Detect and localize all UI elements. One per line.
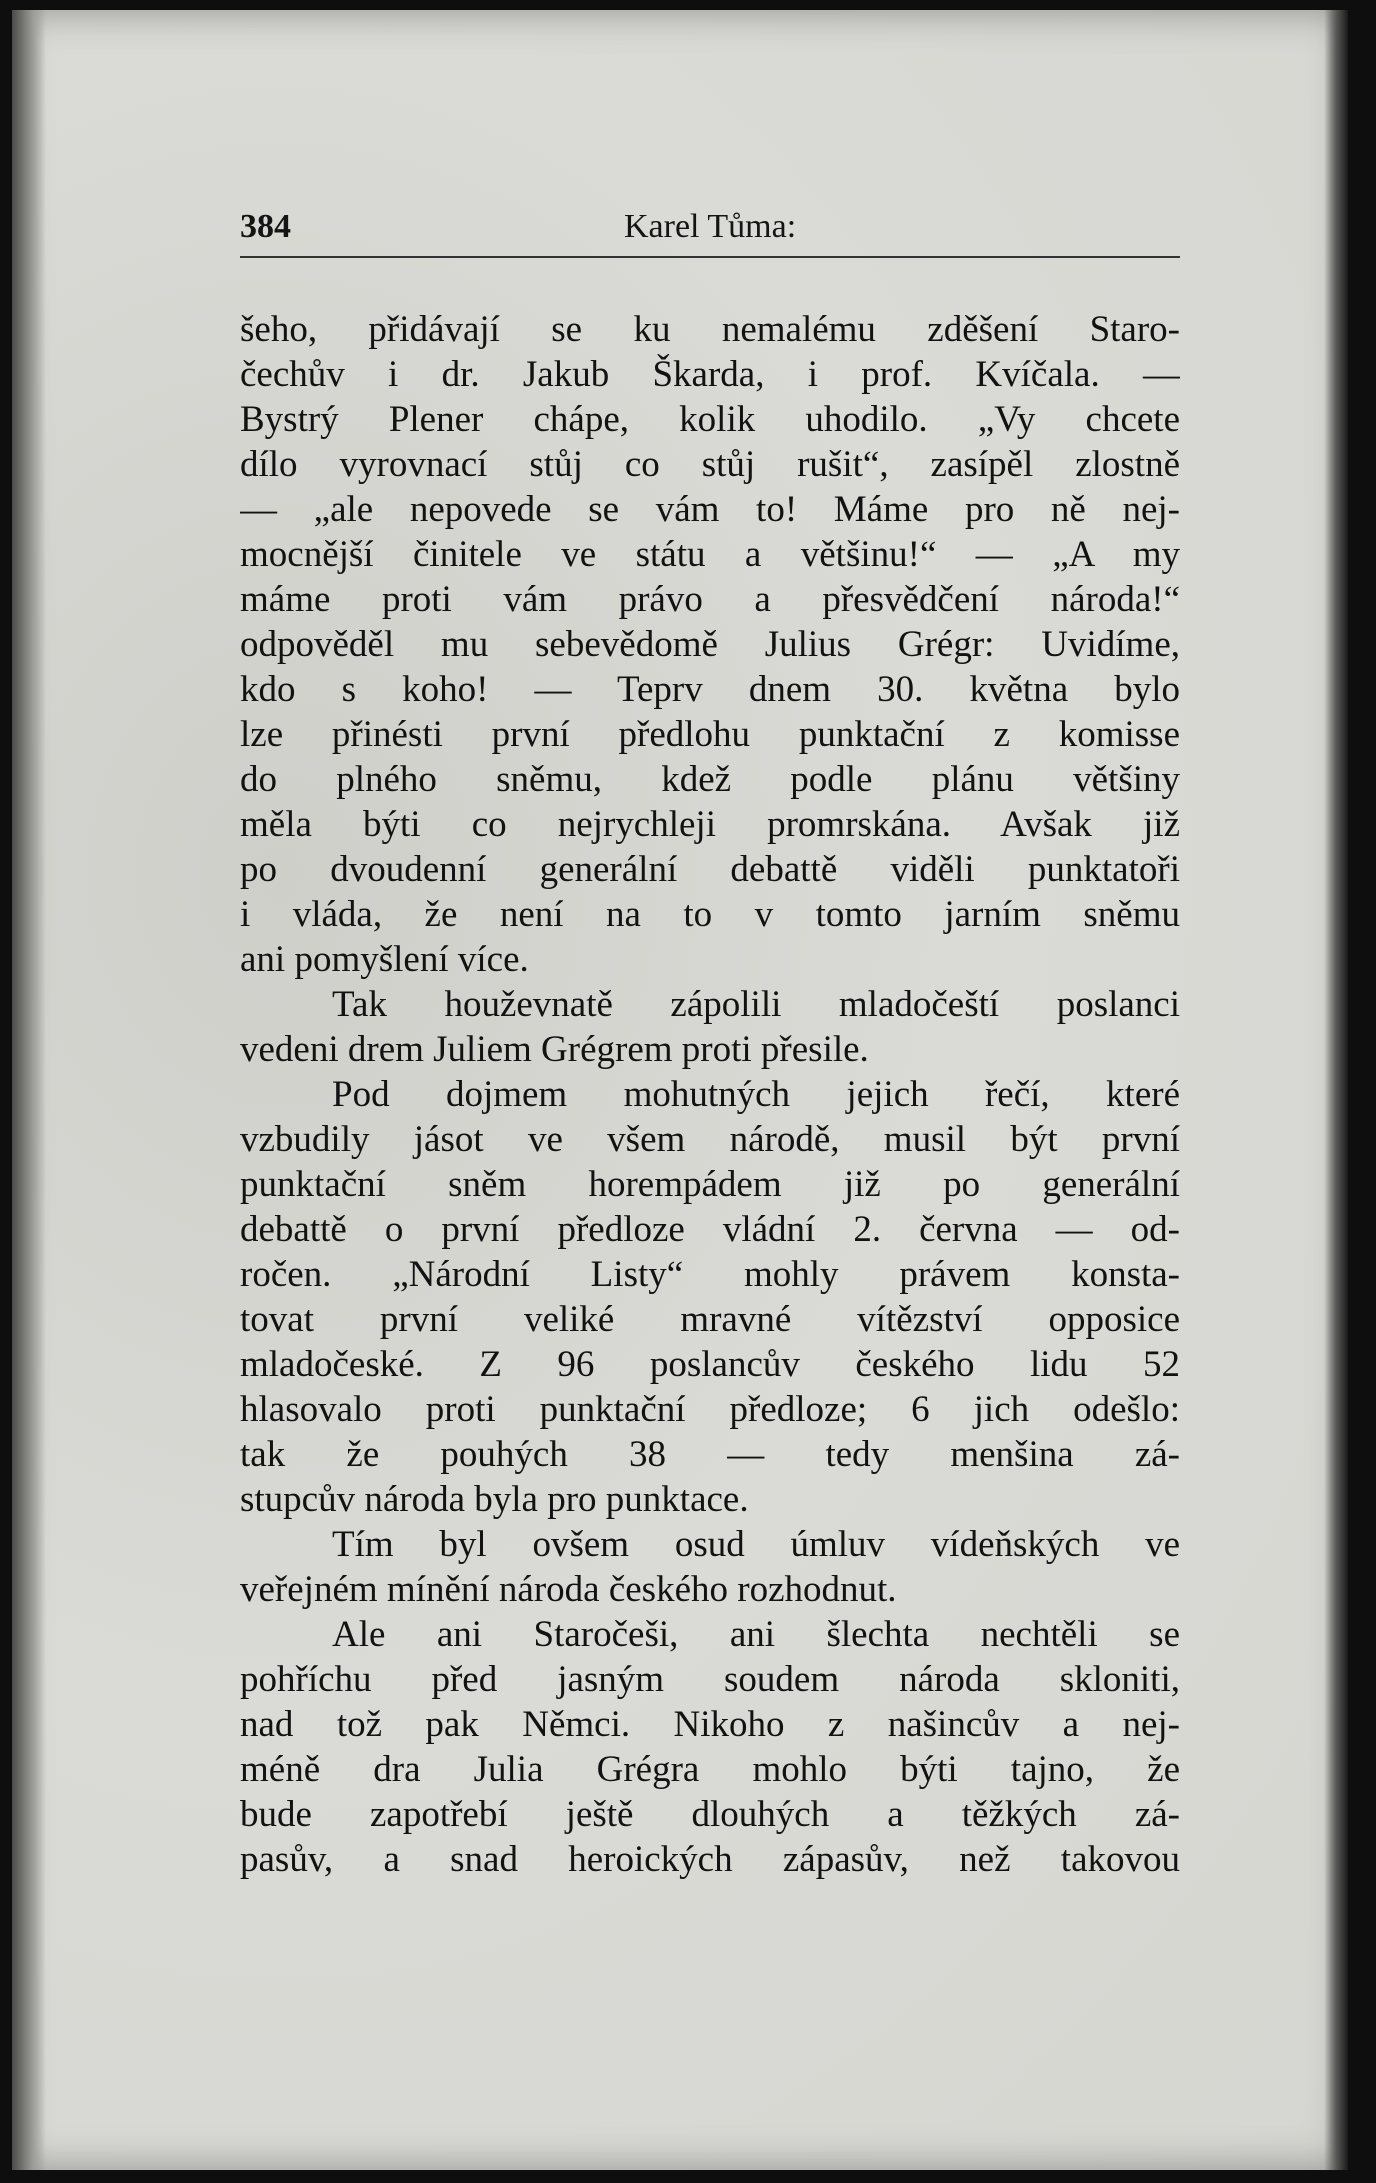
text-line: Tím byl ovšem osud úmluv vídeňských ve bbox=[332, 1524, 1180, 1565]
text-line: do plného sněmu, kdež podle plánu většiny bbox=[240, 759, 1180, 800]
text-line: pohříchu před jasným soudem národa skloniti, bbox=[240, 1659, 1180, 1700]
book-page bbox=[12, 10, 1348, 2170]
text-line: tovat první veliké mravné vítězství opposice bbox=[240, 1299, 1180, 1340]
text-line: lze přinésti první předlohu punktační z komisse bbox=[240, 714, 1180, 755]
text-line: nad tož pak Němci. Nikoho z našincův a nej- bbox=[240, 1704, 1180, 1745]
text-line: vzbudily jásot ve všem národě, musil být první bbox=[240, 1119, 1180, 1160]
text-line: odpověděl mu sebevědomě Julius Grégr: Uvidíme, bbox=[240, 624, 1180, 665]
text-line: stupcův národa byla pro punktace. bbox=[240, 1479, 749, 1520]
page-edge-shadow-right bbox=[1324, 10, 1348, 2170]
text-line: čechův i dr. Jakub Škarda, i prof. Kvíčala. — bbox=[240, 354, 1180, 395]
header-rule bbox=[240, 256, 1180, 258]
body-text bbox=[240, 307, 1180, 1882]
text-line: Bystrý Plener chápe, kolik uhodilo. „Vy chcete bbox=[240, 399, 1180, 440]
text-line: mocnější činitele ve státu a většinu!“ — „A my bbox=[240, 534, 1180, 575]
text-line: máme proti vám právo a přesvědčení národa!“ bbox=[240, 579, 1180, 620]
text-line: Ale ani Staročeši, ani šlechta nechtěli se bbox=[332, 1614, 1180, 1655]
text-line: veřejném mínění národa českého rozhodnut. bbox=[240, 1569, 897, 1610]
page-edge-shadow-left bbox=[12, 10, 46, 2170]
text-line: tak že pouhých 38 — tedy menšina zá- bbox=[240, 1434, 1180, 1475]
text-line: pasův, a snad heroických zápasův, než takovou bbox=[240, 1839, 1180, 1880]
page-header bbox=[240, 208, 1180, 258]
text-line: dílo vyrovnací stůj co stůj rušit“, zasípěl zlostně bbox=[240, 444, 1180, 485]
text-line: bude zapotřebí ještě dlouhých a těžkých zá- bbox=[240, 1794, 1180, 1835]
text-line: ani pomyšlení více. bbox=[240, 939, 529, 980]
text-line: ročen. „Národní Listy“ mohly právem konsta- bbox=[240, 1254, 1180, 1295]
text-line: punktační sněm horempádem již po generální bbox=[240, 1164, 1180, 1205]
page-number: 384 bbox=[240, 208, 291, 245]
text-line: Pod dojmem mohutných jejich řečí, které bbox=[332, 1074, 1180, 1115]
text-line: měla býti co nejrychleji promrskána. Avšak již bbox=[240, 804, 1180, 845]
text-line: méně dra Julia Grégra mohlo býti tajno, že bbox=[240, 1749, 1180, 1790]
text-line: debattě o první předloze vládní 2. června — od- bbox=[240, 1209, 1180, 1250]
text-line: Tak houževnatě zápolili mladočeští poslanci bbox=[332, 984, 1180, 1025]
text-line: mladočeské. Z 96 poslancův českého lidu 52 bbox=[240, 1344, 1180, 1385]
text-line: vedeni drem Juliem Grégrem proti přesile. bbox=[240, 1029, 869, 1070]
text-line: po dvoudenní generální debattě viděli punktatoři bbox=[240, 849, 1180, 890]
text-line: i vláda, že není na to v tomto jarním sněmu bbox=[240, 894, 1180, 935]
text-line: kdo s koho! — Teprv dnem 30. května bylo bbox=[240, 669, 1180, 710]
running-head: Karel Tůma: bbox=[624, 208, 797, 245]
text-line: hlasovalo proti punktační předloze; 6 jich odešlo: bbox=[240, 1389, 1180, 1430]
text-line: šeho, přidávají se ku nemalému zděšení Staro- bbox=[240, 309, 1180, 350]
text-line: — „ale nepovede se vám to! Máme pro ně nej- bbox=[240, 489, 1180, 530]
